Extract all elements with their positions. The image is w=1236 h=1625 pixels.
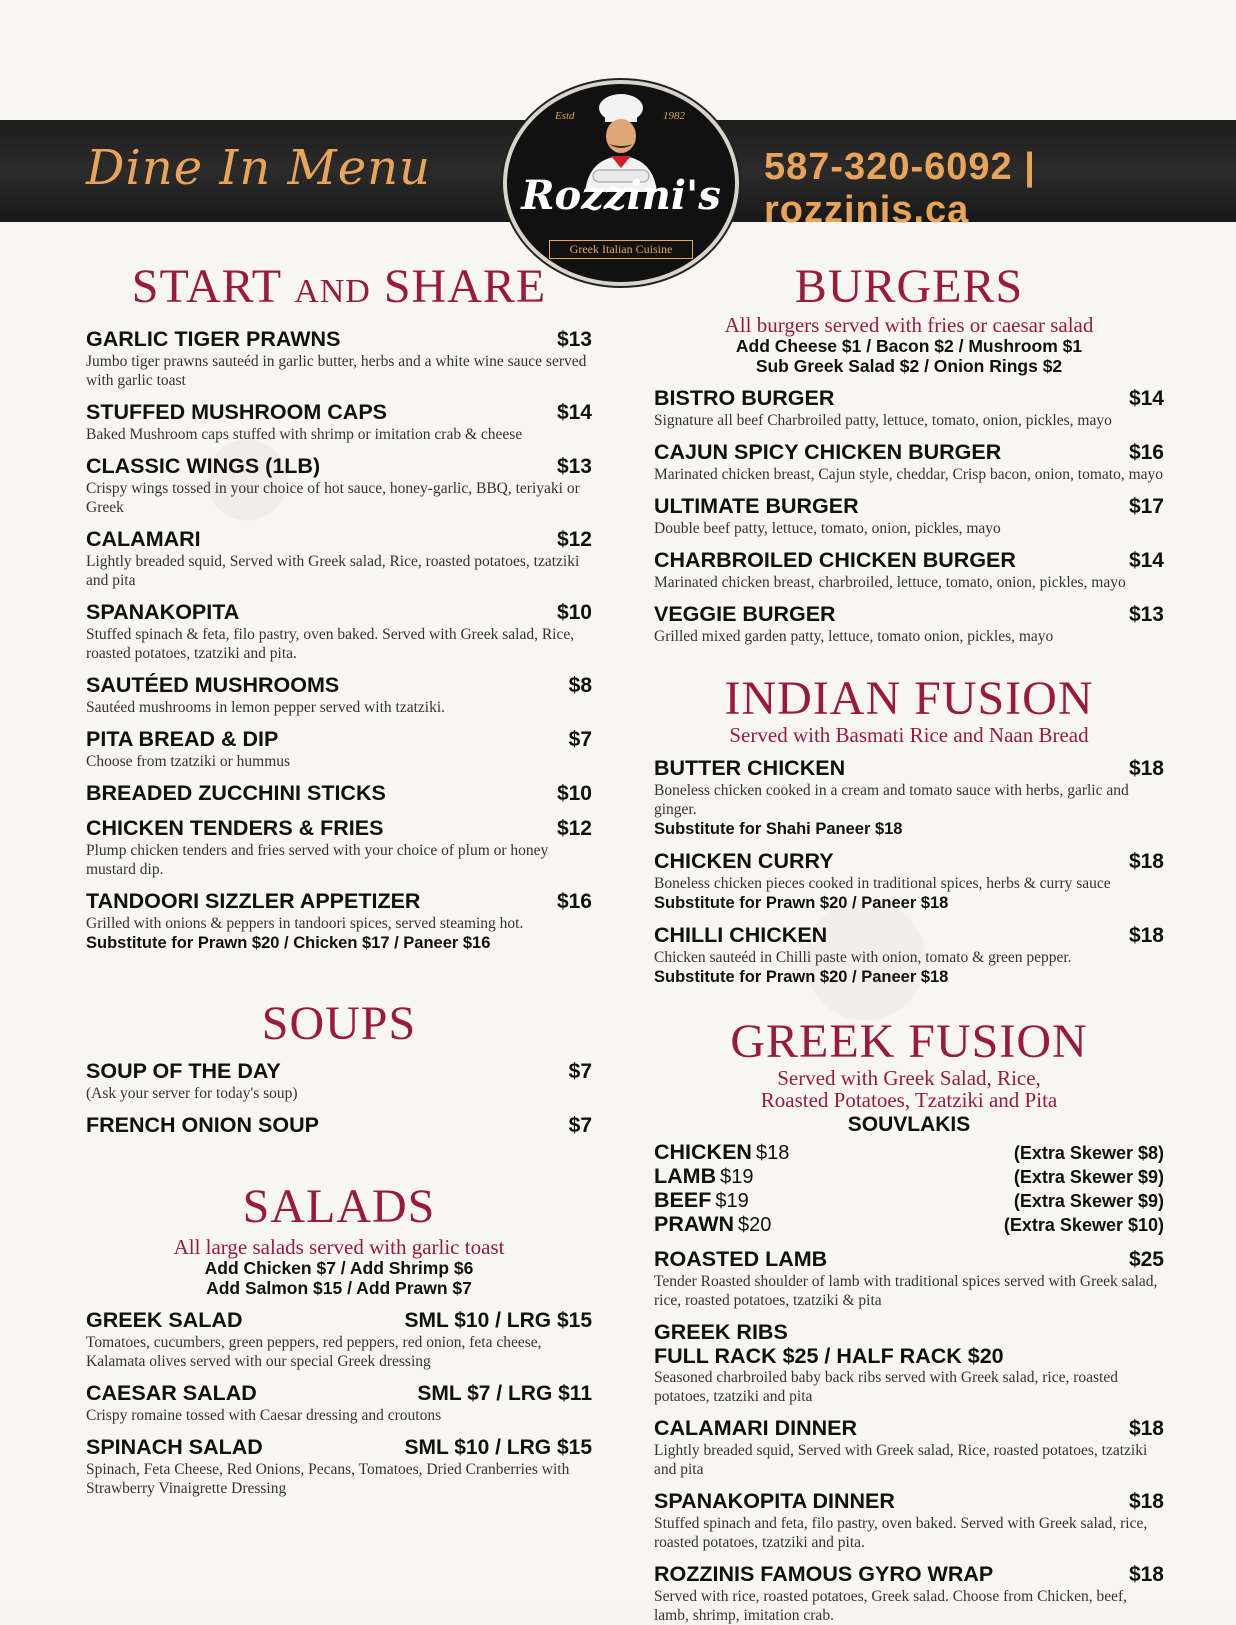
menu-item-substitute: Substitute for Shahi Paneer $18 xyxy=(654,820,903,838)
menu-item-description: Stuffed spinach and feta, filo pastry, oven baked. Served with Greek salad, rice, roasted potatoes, tzatziki and pita. xyxy=(654,1515,1148,1551)
soups-title: SOUPS xyxy=(261,997,417,1050)
menu-item-name: SPINACH SALAD xyxy=(86,1435,263,1459)
souvlaki-extra-skewer: (Extra Skewer $9) xyxy=(1013,1191,1164,1211)
menu-item-description: Crispy wings tossed in your choice of hot sauce, honey-garlic, BBQ, teriyaki or Greek xyxy=(86,480,580,516)
salads-title: SALADS xyxy=(242,1180,436,1233)
menu-item-name: ROZZINIS FAMOUS GYRO WRAP xyxy=(654,1562,994,1586)
menu-item-description: Grilled with onions & peppers in tandoori spices, served steaming hot. xyxy=(86,915,524,932)
menu-item-name: BUTTER CHICKEN xyxy=(654,756,846,780)
menu-item-header xyxy=(654,923,1164,948)
menu-item-price: $14 xyxy=(1128,387,1164,410)
greek-fusion-list xyxy=(654,1247,1164,1625)
souvlaki-name: CHICKEN xyxy=(654,1140,752,1164)
menu-item xyxy=(86,1059,592,1103)
menu-item-name: PITA BREAD & DIP xyxy=(86,727,279,751)
menu-item-price: $14 xyxy=(1128,549,1164,572)
souvlaki-extra-skewer: (Extra Skewer $8) xyxy=(1013,1143,1164,1163)
menu-item-price: SML $10 / LRG $15 xyxy=(404,1436,592,1459)
menu-item-name: CHARBROILED CHICKEN BURGER xyxy=(654,548,1016,572)
menu-item-header xyxy=(654,849,1164,874)
menu-item xyxy=(86,600,592,663)
menu-item-header xyxy=(86,1059,592,1084)
menu-item xyxy=(654,1416,1164,1479)
menu-item-header xyxy=(86,600,592,625)
menu-item-price: $13 xyxy=(556,328,592,351)
souvlaki-name-price xyxy=(654,1141,789,1165)
menu-item xyxy=(86,673,592,717)
restaurant-logo xyxy=(503,80,739,286)
menu-item-header xyxy=(86,781,592,806)
menu-item-name: SOUP OF THE DAY xyxy=(86,1059,281,1083)
menu-item-description: Double beef patty, lettuce, tomato, onion, pickles, mayo xyxy=(654,520,1001,537)
menu-item xyxy=(86,816,592,879)
menu-item-name: FRENCH ONION SOUP xyxy=(86,1113,319,1137)
menu-item-header xyxy=(654,1320,1164,1344)
menu-item-description: Sautéed mushrooms in lemon pepper served with tzatziki. xyxy=(86,699,445,716)
souvlaki-name: BEEF xyxy=(654,1188,712,1212)
menu-item xyxy=(86,1113,592,1138)
menu-item-header xyxy=(86,1113,592,1138)
menu-item xyxy=(654,494,1164,538)
menu-item-header xyxy=(86,816,592,841)
menu-item-name: CHICKEN CURRY xyxy=(654,849,834,873)
start-share-title: START AND SHARE xyxy=(131,260,547,313)
salads-add-line-1: Add Chicken $7 / Add Shrimp $6 xyxy=(204,1258,474,1278)
souvlaki-row xyxy=(654,1141,1164,1165)
salads-list xyxy=(86,1308,592,1498)
menu-item-header xyxy=(86,727,592,752)
menu-item-name: CLASSIC WINGS (1LB) xyxy=(86,454,321,478)
menu-item-name: CALAMARI xyxy=(86,527,201,551)
menu-item-name: ROASTED LAMB xyxy=(654,1247,828,1271)
menu-item-name: GREEK SALAD xyxy=(86,1308,243,1332)
menu-item-description: Tender Roasted shoulder of lamb with traditional spices served with Greek salad, rice, roasted potatoes, tzatziki & pita xyxy=(654,1273,1158,1309)
menu-item xyxy=(86,327,592,390)
souvlaki-name-price xyxy=(654,1165,753,1189)
souvlaki-row xyxy=(654,1165,1164,1189)
menu-item-price: $18 xyxy=(1128,924,1164,947)
menu-item-description: Marinated chicken breast, charbroiled, lettuce, tomato, onion, pickles, mayo xyxy=(654,574,1126,591)
menu-item-name: VEGGIE BURGER xyxy=(654,602,836,626)
menu-item-price: $7 xyxy=(568,1060,592,1083)
menu-item-substitute: Substitute for Prawn $20 / Paneer $18 xyxy=(654,968,949,986)
menu-item xyxy=(86,1435,592,1498)
greek-fusion-title: GREEK FUSION xyxy=(730,1015,1088,1068)
burgers-title: BURGERS xyxy=(794,260,1024,313)
menu-item-description: Seasoned charbroiled baby back ribs served with Greek salad, rice, roasted potatoes, tzatziki and pita xyxy=(654,1369,1118,1405)
souvlaki-price: $18 xyxy=(755,1142,790,1164)
logo-estd: Estd xyxy=(555,110,575,122)
menu-item-header xyxy=(86,673,592,698)
menu-item-description: Marinated chicken breast, Cajun style, cheddar, Crisp bacon, onion, tomato, mayo xyxy=(654,466,1164,483)
menu-item-header xyxy=(86,527,592,552)
contact-info: 587-320-6092 | rozzinis.ca xyxy=(764,146,1036,231)
menu-item xyxy=(654,849,1164,913)
menu-item-substitute: Substitute for Prawn $20 / Paneer $18 xyxy=(654,894,949,912)
menu-item-price: $18 xyxy=(1128,1417,1164,1440)
souvlaki-row xyxy=(654,1213,1164,1237)
menu-item-price: $18 xyxy=(1128,1563,1164,1586)
logo-tagline: Greek Italian Cuisine xyxy=(549,240,693,259)
menu-item xyxy=(654,1320,1164,1406)
menu-item-description: Signature all beef Charbroiled patty, lettuce, tomato, onion, pickles, mayo xyxy=(654,412,1112,429)
menu-item-price: $12 xyxy=(556,817,592,840)
menu-item-description: Tomatoes, cucumbers, green peppers, red peppers, red onion, feta cheese, Kalamata olives served with our special Greek dressing xyxy=(86,1334,542,1370)
menu-item-header xyxy=(654,386,1164,411)
menu-item-price: SML $10 / LRG $15 xyxy=(404,1309,592,1332)
menu-title: Dine In Menu xyxy=(86,140,431,196)
menu-item xyxy=(654,548,1164,592)
menu-item xyxy=(86,1308,592,1371)
menu-item-header xyxy=(86,1435,592,1460)
menu-item-price: $10 xyxy=(556,782,592,805)
souvlaki-name: LAMB xyxy=(654,1164,717,1188)
menu-item-description: Chicken sauteéd in Chilli paste with onion, tomato & green pepper. xyxy=(654,949,1072,966)
menu-item xyxy=(86,1381,592,1425)
menu-item-price: $13 xyxy=(556,455,592,478)
menu-item-description: Spinach, Feta Cheese, Red Onions, Pecans, Tomatoes, Dried Cranberries with Strawberry Vinaigrette Dressing xyxy=(86,1461,570,1497)
menu-item-name: SAUTÉED MUSHROOMS xyxy=(86,673,340,697)
menu-item-price: $13 xyxy=(1128,603,1164,626)
menu-item xyxy=(654,1247,1164,1310)
menu-item-description: (Ask your server for today's soup) xyxy=(86,1085,298,1102)
burgers-add-line-2: Sub Greek Salad $2 / Onion Rings $2 xyxy=(755,356,1063,376)
menu-item-price: SML $7 / LRG $11 xyxy=(417,1382,592,1405)
menu-item-name: ULTIMATE BURGER xyxy=(654,494,859,518)
menu-item-description: Jumbo tiger prawns sauteéd in garlic butter, herbs and a white wine sauce served with garlic toast xyxy=(86,353,587,389)
menu-item-description: Baked Mushroom caps stuffed with shrimp or imitation crab & cheese xyxy=(86,426,523,443)
menu-item-price: $8 xyxy=(568,674,592,697)
start-share-list xyxy=(86,327,592,953)
menu-item-price: $18 xyxy=(1128,850,1164,873)
menu-item-name: SPANAKOPITA xyxy=(86,600,240,624)
menu-item-price: $18 xyxy=(1128,757,1164,780)
right-column xyxy=(654,262,1164,1625)
menu-item-name: CAESAR SALAD xyxy=(86,1381,257,1405)
souvlaki-name-price xyxy=(654,1189,749,1213)
menu-item-price: $14 xyxy=(556,401,592,424)
souvlakis-list xyxy=(654,1141,1164,1237)
menu-item-header xyxy=(654,756,1164,781)
menu-item-description: Crispy romaine tossed with Caesar dressing and croutons xyxy=(86,1407,442,1424)
menu-item-name: CHILLI CHICKEN xyxy=(654,923,828,947)
menu-item-description: Boneless chicken pieces cooked in traditional spices, herbs & curry sauce xyxy=(654,875,1111,892)
menu-item-price: $25 xyxy=(1128,1248,1164,1271)
menu-item-name: TANDOORI SIZZLER APPETIZER xyxy=(86,889,421,913)
souvlaki-price: $19 xyxy=(715,1190,749,1212)
salads-add-line-2: Add Salmon $15 / Add Prawn $7 xyxy=(206,1278,472,1298)
menu-item-description: Boneless chicken cooked in a cream and tomato sauce with herbs, garlic and ginger. xyxy=(654,782,1129,818)
menu-item-header xyxy=(86,889,592,914)
menu-item-description: Stuffed spinach & feta, filo pastry, oven baked. Served with Greek salad, Rice, roasted potatoes, tzatziki and pita. xyxy=(86,626,575,662)
burgers-add-line-1: Add Cheese $1 / Bacon $2 / Mushroom $1 xyxy=(735,336,1083,356)
menu-item-name: CALAMARI DINNER xyxy=(654,1416,858,1440)
menu-item-price: $7 xyxy=(568,728,592,751)
burgers-subtitle: All burgers served with fries or caesar salad xyxy=(724,313,1094,337)
menu-item xyxy=(654,602,1164,646)
menu-item-header xyxy=(654,1562,1164,1587)
souvlaki-row xyxy=(654,1189,1164,1213)
menu-item-rack-prices: FULL RACK $25 / HALF RACK $20 xyxy=(654,1344,1004,1368)
menu-item-description: Grilled mixed garden patty, lettuce, tomato onion, pickles, mayo xyxy=(654,628,1054,645)
menu-item-header xyxy=(654,440,1164,465)
souvlaki-name-price xyxy=(654,1213,771,1237)
menu-item-header xyxy=(86,454,592,479)
menu-item xyxy=(654,923,1164,987)
burgers-list xyxy=(654,386,1164,646)
menu-item-description: Lightly breaded squid, Served with Greek salad, Rice, roasted potatoes, tzatziki and pita xyxy=(654,1442,1148,1478)
menu-item-price: $18 xyxy=(1128,1490,1164,1513)
souvlaki-price: $19 xyxy=(720,1166,754,1188)
souvlaki-extra-skewer: (Extra Skewer $10) xyxy=(1003,1215,1164,1235)
menu-item xyxy=(86,454,592,517)
indian-fusion-subtitle: Served with Basmati Rice and Naan Bread xyxy=(729,723,1089,747)
souvlaki-price: $20 xyxy=(738,1214,772,1236)
menu-item-name: STUFFED MUSHROOM CAPS xyxy=(86,400,387,424)
menu-item xyxy=(86,727,592,771)
menu-item-description: Choose from tzatziki or hummus xyxy=(86,753,291,770)
menu-item-name: BISTRO BURGER xyxy=(654,386,835,410)
menu-item-price: $10 xyxy=(556,601,592,624)
menu-item-name: GREEK RIBS xyxy=(654,1320,788,1344)
menu-item-substitute: Substitute for Prawn $20 / Chicken $17 / Paneer $16 xyxy=(86,934,491,952)
menu-item xyxy=(654,756,1164,839)
menu-item-header xyxy=(654,602,1164,627)
menu-item-header xyxy=(654,1247,1164,1272)
menu-item xyxy=(86,889,592,953)
menu-item-price: $12 xyxy=(556,528,592,551)
menu-item-header xyxy=(86,327,592,352)
menu-item-header xyxy=(654,548,1164,573)
indian-fusion-list xyxy=(654,756,1164,987)
menu-item-price: $17 xyxy=(1128,495,1164,518)
menu-item-name: BREADED ZUCCHINI STICKS xyxy=(86,781,386,805)
left-column xyxy=(86,262,592,1498)
menu-item-name: CAJUN SPICY CHICKEN BURGER xyxy=(654,440,1002,464)
souvlaki-name: PRAWN xyxy=(654,1212,735,1236)
menu-item-header xyxy=(86,1308,592,1333)
menu-item-description: Plump chicken tenders and fries served with your choice of plum or honey mustard dip. xyxy=(86,842,549,878)
souvlaki-extra-skewer: (Extra Skewer $9) xyxy=(1013,1167,1164,1187)
menu-item-header xyxy=(654,494,1164,519)
menu-item-price: $16 xyxy=(556,890,592,913)
soups-list xyxy=(86,1059,592,1138)
menu-item xyxy=(654,386,1164,430)
greek-fusion-subtitle-2: Roasted Potatoes, Tzatziki and Pita xyxy=(760,1088,1058,1112)
greek-fusion-subtitle-1: Served with Greek Salad, Rice, xyxy=(777,1066,1041,1090)
menu-item-description: Served with rice, roasted potatoes, Greek salad. Choose from Chicken, beef, lamb, shrimp, imitation crab. xyxy=(654,1588,1128,1624)
menu-item-description: Lightly breaded squid, Served with Greek salad, Rice, roasted potatoes, tzatziki and pita xyxy=(86,553,580,589)
logo-year: 1982 xyxy=(663,110,685,122)
menu-item xyxy=(654,1489,1164,1552)
menu-item xyxy=(654,1562,1164,1625)
menu-item xyxy=(86,527,592,590)
menu-item xyxy=(86,781,592,806)
menu-item-name: GARLIC TIGER PRAWNS xyxy=(86,327,341,351)
menu-item-name: CHICKEN TENDERS & FRIES xyxy=(86,816,384,840)
menu-item-header xyxy=(654,1489,1164,1514)
menu-item-header xyxy=(86,1381,592,1406)
indian-fusion-title: INDIAN FUSION xyxy=(724,672,1094,725)
menu-item xyxy=(654,440,1164,484)
menu-item-price: $7 xyxy=(568,1114,592,1137)
menu-item-price: $16 xyxy=(1128,441,1164,464)
logo-name: Rozzini's xyxy=(521,172,721,219)
menu-item xyxy=(86,400,592,444)
salads-subtitle: All large salads served with garlic toast xyxy=(173,1235,505,1259)
souvlakis-heading: SOUVLAKIS xyxy=(847,1113,971,1136)
menu-item-header xyxy=(654,1416,1164,1441)
menu-item-header xyxy=(86,400,592,425)
menu-item-name: SPANAKOPITA DINNER xyxy=(654,1489,895,1513)
